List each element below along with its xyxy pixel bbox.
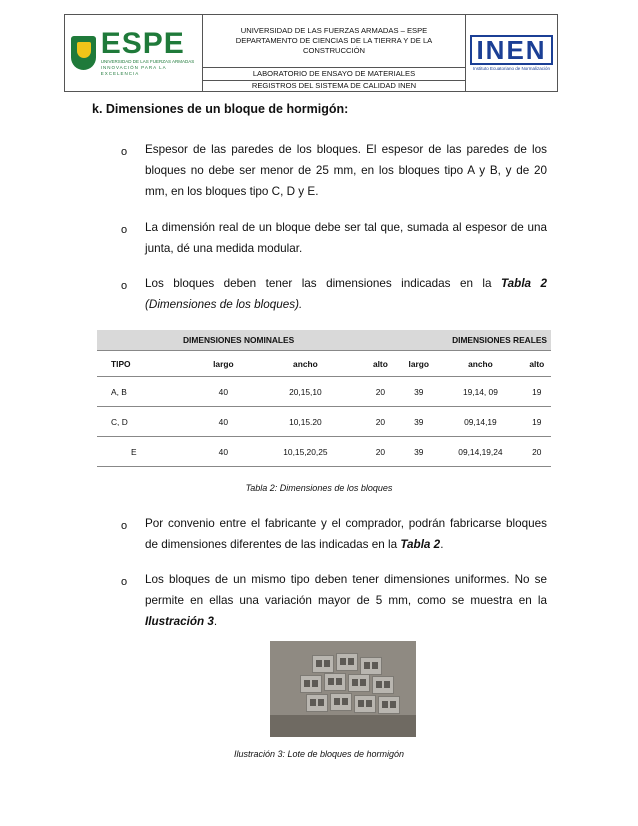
col-header: TIPO: [97, 351, 197, 377]
table-row: [97, 437, 551, 467]
bullet-paragraph-3: Los bloques deben tener las dimensiones indicadas en la Tabla 2 (Dimensiones de los bloques).: [145, 277, 548, 311]
header-department-cont: CONSTRUCCIÓN: [302, 46, 365, 55]
table-row: [97, 407, 551, 437]
table-cell: 40: [197, 377, 249, 407]
figure-caption: Ilustración 3: Lote de bloques de hormigón: [233, 749, 405, 759]
col-header: ancho: [438, 351, 522, 377]
bullet-paragraph-5: Los bloques de un mismo tipo deben tener dimensiones uniformes. No se permite en ellas una variación mayor de 5 mm, como se muestra en la Ilustración 3.: [145, 573, 547, 628]
table-cell: 19: [523, 377, 551, 407]
table-cell: 40: [197, 437, 249, 467]
bullet-marker: o: [121, 280, 128, 292]
table-header-row: [97, 351, 551, 377]
table-cell: 20: [361, 377, 399, 407]
table-cell: A, B: [97, 377, 197, 407]
table-cell: 20: [361, 407, 399, 437]
table-caption: Tabla 2: Dimensiones de los bloques: [245, 483, 393, 493]
section-title: k. Dimensiones de un bloque de hormigón:: [92, 102, 349, 116]
table-cell: 09,14,19,24: [438, 437, 522, 467]
table-cell: 20: [523, 437, 551, 467]
inen-logo-subtitle: Instituto Ecuatoriano de Normalización: [472, 66, 551, 71]
figure-reference: Ilustración 3: [145, 615, 214, 628]
table-cell: 10,15.20: [249, 407, 361, 437]
table-cell: 20,15,10: [249, 377, 361, 407]
table-cell: 20: [361, 437, 399, 467]
concrete-blocks-photo: [270, 641, 416, 737]
dimensions-table: [97, 330, 551, 467]
header-laboratory: LABORATORIO DE ENSAYO DE MATERIALES: [203, 68, 465, 81]
table-row: [97, 377, 551, 407]
table-cell: 39: [399, 437, 438, 467]
bullet-marker: o: [121, 224, 128, 236]
col-header: alto: [523, 351, 551, 377]
table-reference: Tabla 2: [400, 538, 441, 551]
header-university: UNIVERSIDAD DE LAS FUERZAS ARMADAS – ESPE: [240, 26, 428, 35]
col-header: alto: [361, 351, 399, 377]
table-cell: E: [97, 437, 197, 467]
table-cell: C, D: [97, 407, 197, 437]
espe-logo-subtitle: UNIVERSIDAD DE LAS FUERZAS ARMADAS: [100, 59, 195, 64]
col-header: largo: [399, 351, 438, 377]
shield-icon: [71, 36, 96, 70]
header-registry: REGISTROS DEL SISTEMA DE CALIDAD INEN: [251, 81, 417, 90]
table-cell: 19,14, 09: [438, 377, 522, 407]
bullet-marker: o: [121, 520, 128, 532]
table-cell: 10,15,20,25: [249, 437, 361, 467]
inen-logo-text: INEN: [470, 35, 552, 65]
espe-logo: [65, 15, 203, 91]
table-group-header: [97, 330, 551, 351]
bullet-paragraph-1: Espesor de las paredes de los bloques. El espesor de las paredes de los bloques no debe ser menor de 25 mm, en los bloques tipo A y B, y de 20 mm, en los bloques tipo C, D y E.: [145, 143, 547, 198]
table-reference: Tabla 2: [500, 277, 548, 290]
table-cell: 19: [523, 407, 551, 437]
table-cell: 40: [197, 407, 249, 437]
espe-logo-text: ESPE: [100, 27, 185, 60]
bullet-paragraph-4: Por convenio entre el fabricante y el comprador, podrán fabricarse bloques de dimensiones diferentes de las indicadas en la Tabla 2.: [145, 517, 547, 551]
bullet-marker: o: [121, 146, 128, 158]
col-header: ancho: [249, 351, 361, 377]
bullet-paragraph-2: La dimensión real de un bloque debe ser tal que, sumada al espesor de una junta, dé una medida modular.: [145, 221, 547, 255]
bullet-marker: o: [121, 576, 128, 588]
table-cell: 39: [399, 407, 438, 437]
header-department: DEPARTAMENTO DE CIENCIAS DE LA TIERRA Y DE LA: [235, 36, 433, 45]
group-real: DIMENSIONES REALES: [399, 330, 551, 351]
col-header: largo: [197, 351, 249, 377]
document-header: [64, 14, 558, 92]
espe-logo-motto: INNOVACIÓN PARA LA EXCELENCIA: [100, 65, 167, 76]
header-center: [203, 15, 465, 91]
table-cell: 39: [399, 377, 438, 407]
group-nominal: DIMENSIONES NOMINALES: [97, 330, 399, 351]
table-cell: 09,14,19: [438, 407, 522, 437]
inen-logo: [465, 15, 557, 91]
